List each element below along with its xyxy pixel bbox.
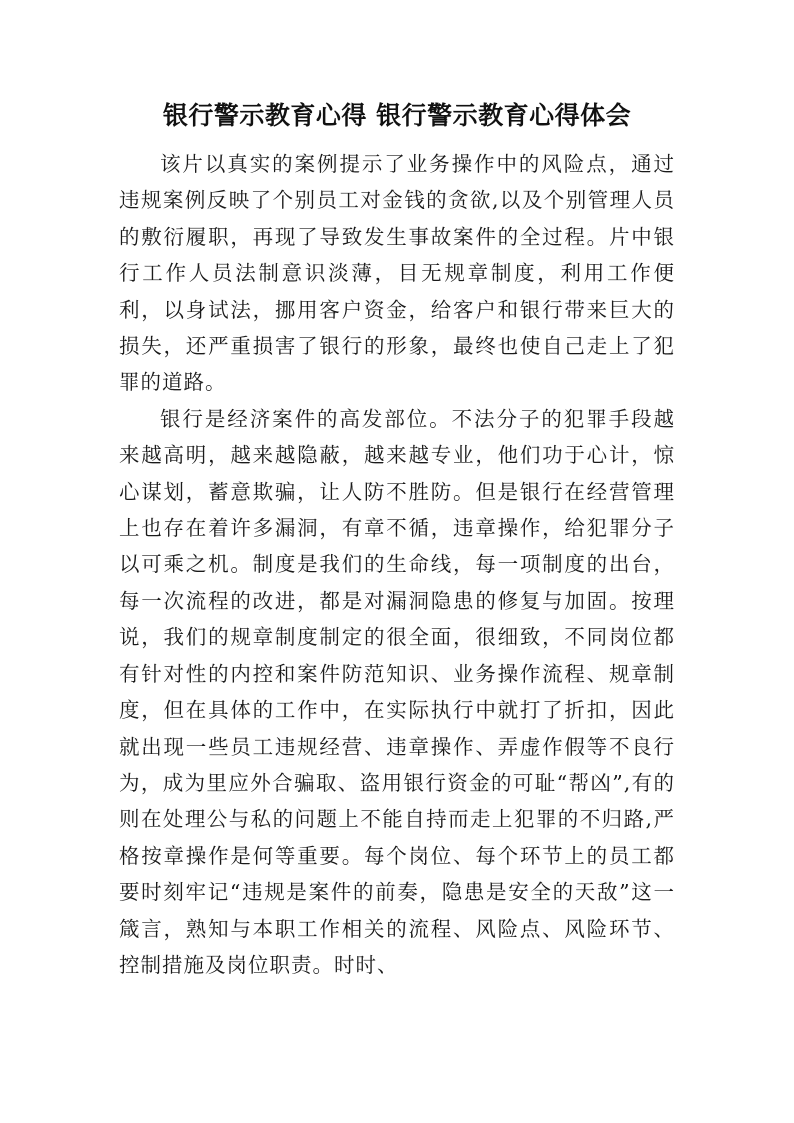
- paragraph-1: 该片以真实的案例提示了业务操作中的风险点，通过违规案例反映了个别员工对金钱的贪欲,以及个别管理人员的敷衍履职，再现了导致发生事故案件的全过程。片中银行工作人员法制意识淡薄，目无规章制度，利用工作便利，以身试法，挪用客户资金，给客户和银行带来巨大的损失，还严重损害了银行的形象，最终也使自己走上了犯罪的道路。: [119, 152, 675, 395]
- document-body: [119, 146, 675, 983]
- document-title: 银行警示教育心得 银行警示教育心得体会: [162, 101, 632, 130]
- paragraph-2: 银行是经济案件的高发部位。不法分子的犯罪手段越来越高明，越来越隐蔽，越来越专业，他们功于心计，惊心谋划，蓄意欺骗，让人防不胜防。但是银行在经营管理上也存在着许多漏洞，有章不循，违章操作，给犯罪分子以可乘之机。制度是我们的生命线，每一项制度的出台，每一次流程的改进，都是对漏洞隐患的修复与加固。按理说，我们的规章制度制定的很全面，很细致，不同岗位都有针对性的内控和案件防范知识、业务操作流程、规章制度，但在具体的工作中，在实际执行中就打了折扣，因此就出现一些员工违规经营、违章操作、弄虚作假等不良行为，成为里应外合骗取、盗用银行资金的可耻“帮凶”,有的则在处理公与私的问题上不能自持而走上犯罪的不归路,严格按章操作是何等重要。每个岗位、每个环节上的员工都要时刻牢记“违规是案件的前奏，隐患是安全的天敌”这一箴言，熟知与本职工作相关的流程、风险点、风险环节、控制措施及岗位职责。时时、: [119, 406, 675, 977]
